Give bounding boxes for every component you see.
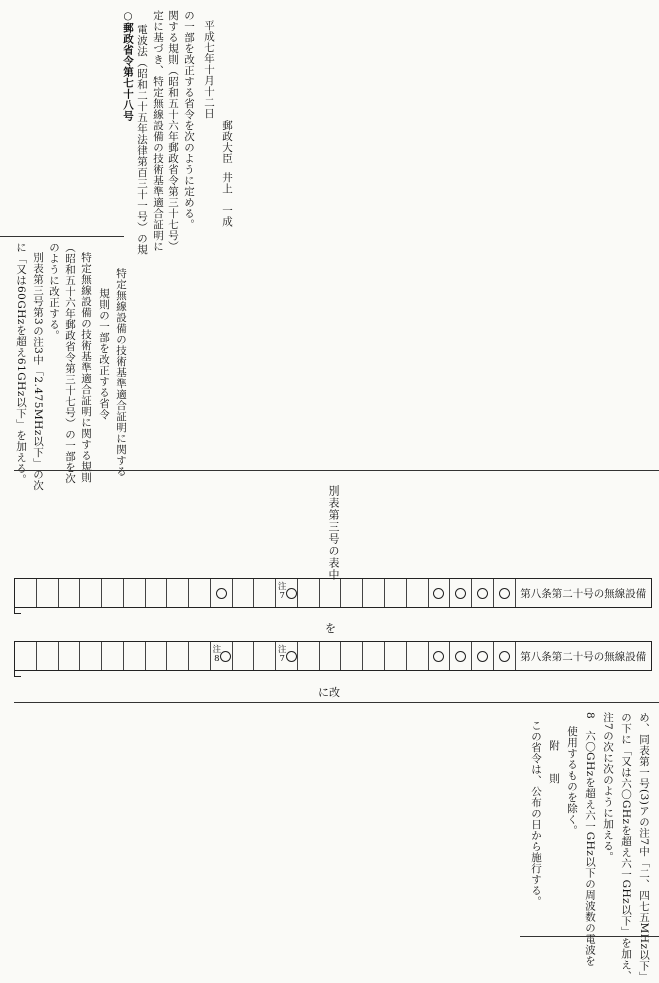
cell — [298, 642, 320, 670]
cell — [385, 642, 407, 670]
circle-mark-icon — [455, 651, 466, 662]
continuation-5: 使用するものを除く。 — [566, 726, 578, 836]
before-mark: を — [325, 622, 336, 635]
cell — [429, 642, 451, 670]
cell — [167, 642, 189, 670]
circle-mark-icon — [286, 651, 297, 662]
cell — [494, 642, 516, 670]
cell — [102, 642, 124, 670]
cell — [15, 579, 37, 607]
ordinance-body-2: 定に基づき、特定無線設備の技術基準適合証明に — [152, 10, 164, 252]
row-label-cell — [516, 579, 651, 607]
cell — [37, 579, 59, 607]
row-label-cell — [516, 642, 651, 670]
note-8-label: 注8 — [212, 645, 222, 664]
cell — [102, 579, 124, 607]
amendment-body-5: に「又は60GHzを超え61GHz以下」を加える。 — [15, 242, 27, 485]
cell — [385, 579, 407, 607]
cell — [211, 642, 233, 670]
cell — [211, 579, 233, 607]
continuation-7: この省令は、公布の日から施行する。 — [530, 720, 542, 907]
amendment-body-4: 別表第三号第3の注3中「2.475MHz以下」の次 — [32, 252, 44, 491]
minister-name: 井上 一成 — [221, 172, 233, 227]
table-caption: 別表第三号の表中 — [327, 485, 340, 581]
row-label-before: 第八条第二十号の無線設備 — [520, 587, 647, 600]
circle-mark-icon — [477, 651, 488, 662]
cell — [407, 642, 429, 670]
continuation-2: の下に「又は六〇GHzを超え六一GHz以下」を加え、 — [620, 712, 632, 982]
note-7-label: 注7 — [277, 582, 287, 601]
ordinance-body-1: 電波法（昭和二十五年法律第百三十一号）の規 — [136, 24, 148, 255]
continuation-1: め、同表第一号(3)アの注7中「二、四七五MHz以下」 — [638, 712, 650, 983]
note-7-label: 注7 — [277, 645, 287, 664]
cell — [167, 579, 189, 607]
cell — [233, 642, 255, 670]
amendment-body-1: 特定無線設備の技術基準適合証明に関する規則 — [80, 252, 92, 483]
minister-title: 郵政大臣 — [221, 120, 233, 164]
circle-mark-icon — [433, 651, 444, 662]
section-rule — [14, 470, 659, 471]
bracket-mark — [14, 607, 21, 614]
continuation-4: 8 六〇GHzを超え六一GHz以下の周波数の電波を — [584, 712, 596, 967]
cell — [472, 642, 494, 670]
cell — [124, 579, 146, 607]
supplementary-heading: 附 則 — [548, 740, 560, 790]
cell — [254, 579, 276, 607]
cell — [276, 579, 298, 607]
cell — [363, 579, 385, 607]
header-rule — [0, 236, 124, 237]
circle-mark-icon — [477, 588, 488, 599]
cell — [189, 642, 211, 670]
ordinance-title: ○郵政省令第七十八号 — [122, 10, 134, 122]
bottom-rule — [520, 936, 659, 937]
ordinance-date: 平成七年十月十二日 — [203, 20, 215, 119]
cell — [189, 579, 211, 607]
ordinance-body-3: 関する規則（昭和五十六年郵政省令第三十七号） — [167, 10, 179, 252]
cell — [124, 642, 146, 670]
amendment-body-3: のように改正する。 — [48, 242, 60, 341]
table-row-after — [14, 641, 652, 671]
amendment-title-1: 特定無線設備の技術基準適合証明に関する — [115, 268, 127, 477]
cell — [254, 642, 276, 670]
cell — [494, 579, 516, 607]
continuation-3: 注7の次に次のように加える。 — [602, 712, 614, 863]
cell — [472, 579, 494, 607]
cell — [276, 642, 298, 670]
circle-mark-icon — [216, 588, 227, 599]
cell — [298, 579, 320, 607]
cell — [320, 579, 342, 607]
cell — [15, 642, 37, 670]
circle-mark-icon — [455, 588, 466, 599]
cell — [320, 642, 342, 670]
row-label-after: 第八条第二十号の無線設備 — [520, 650, 647, 663]
cell — [80, 642, 102, 670]
circle-mark-icon — [433, 588, 444, 599]
cell — [363, 642, 385, 670]
cell — [450, 579, 472, 607]
cell — [450, 642, 472, 670]
cell — [59, 579, 81, 607]
amendment-title-2: 規則の一部を改正する省令 — [98, 288, 110, 420]
bracket-mark — [14, 670, 21, 677]
cell — [341, 579, 363, 607]
cell — [37, 642, 59, 670]
cell — [146, 579, 168, 607]
cell — [407, 579, 429, 607]
cell — [146, 642, 168, 670]
circle-mark-icon — [499, 651, 510, 662]
cell — [429, 579, 451, 607]
amendment-body-2: （昭和五十六年郵政省令第三十七号）の一部を次 — [64, 242, 76, 484]
cell — [341, 642, 363, 670]
cell — [233, 579, 255, 607]
cell — [80, 579, 102, 607]
section-rule-2 — [14, 702, 659, 703]
circle-mark-icon — [220, 651, 231, 662]
circle-mark-icon — [499, 588, 510, 599]
table-row-before — [14, 578, 652, 608]
cell — [59, 642, 81, 670]
after-mark: に改 — [318, 686, 340, 699]
ordinance-body-4: の一部を改正する省令を次のように定める。 — [183, 10, 195, 230]
circle-mark-icon — [286, 588, 297, 599]
